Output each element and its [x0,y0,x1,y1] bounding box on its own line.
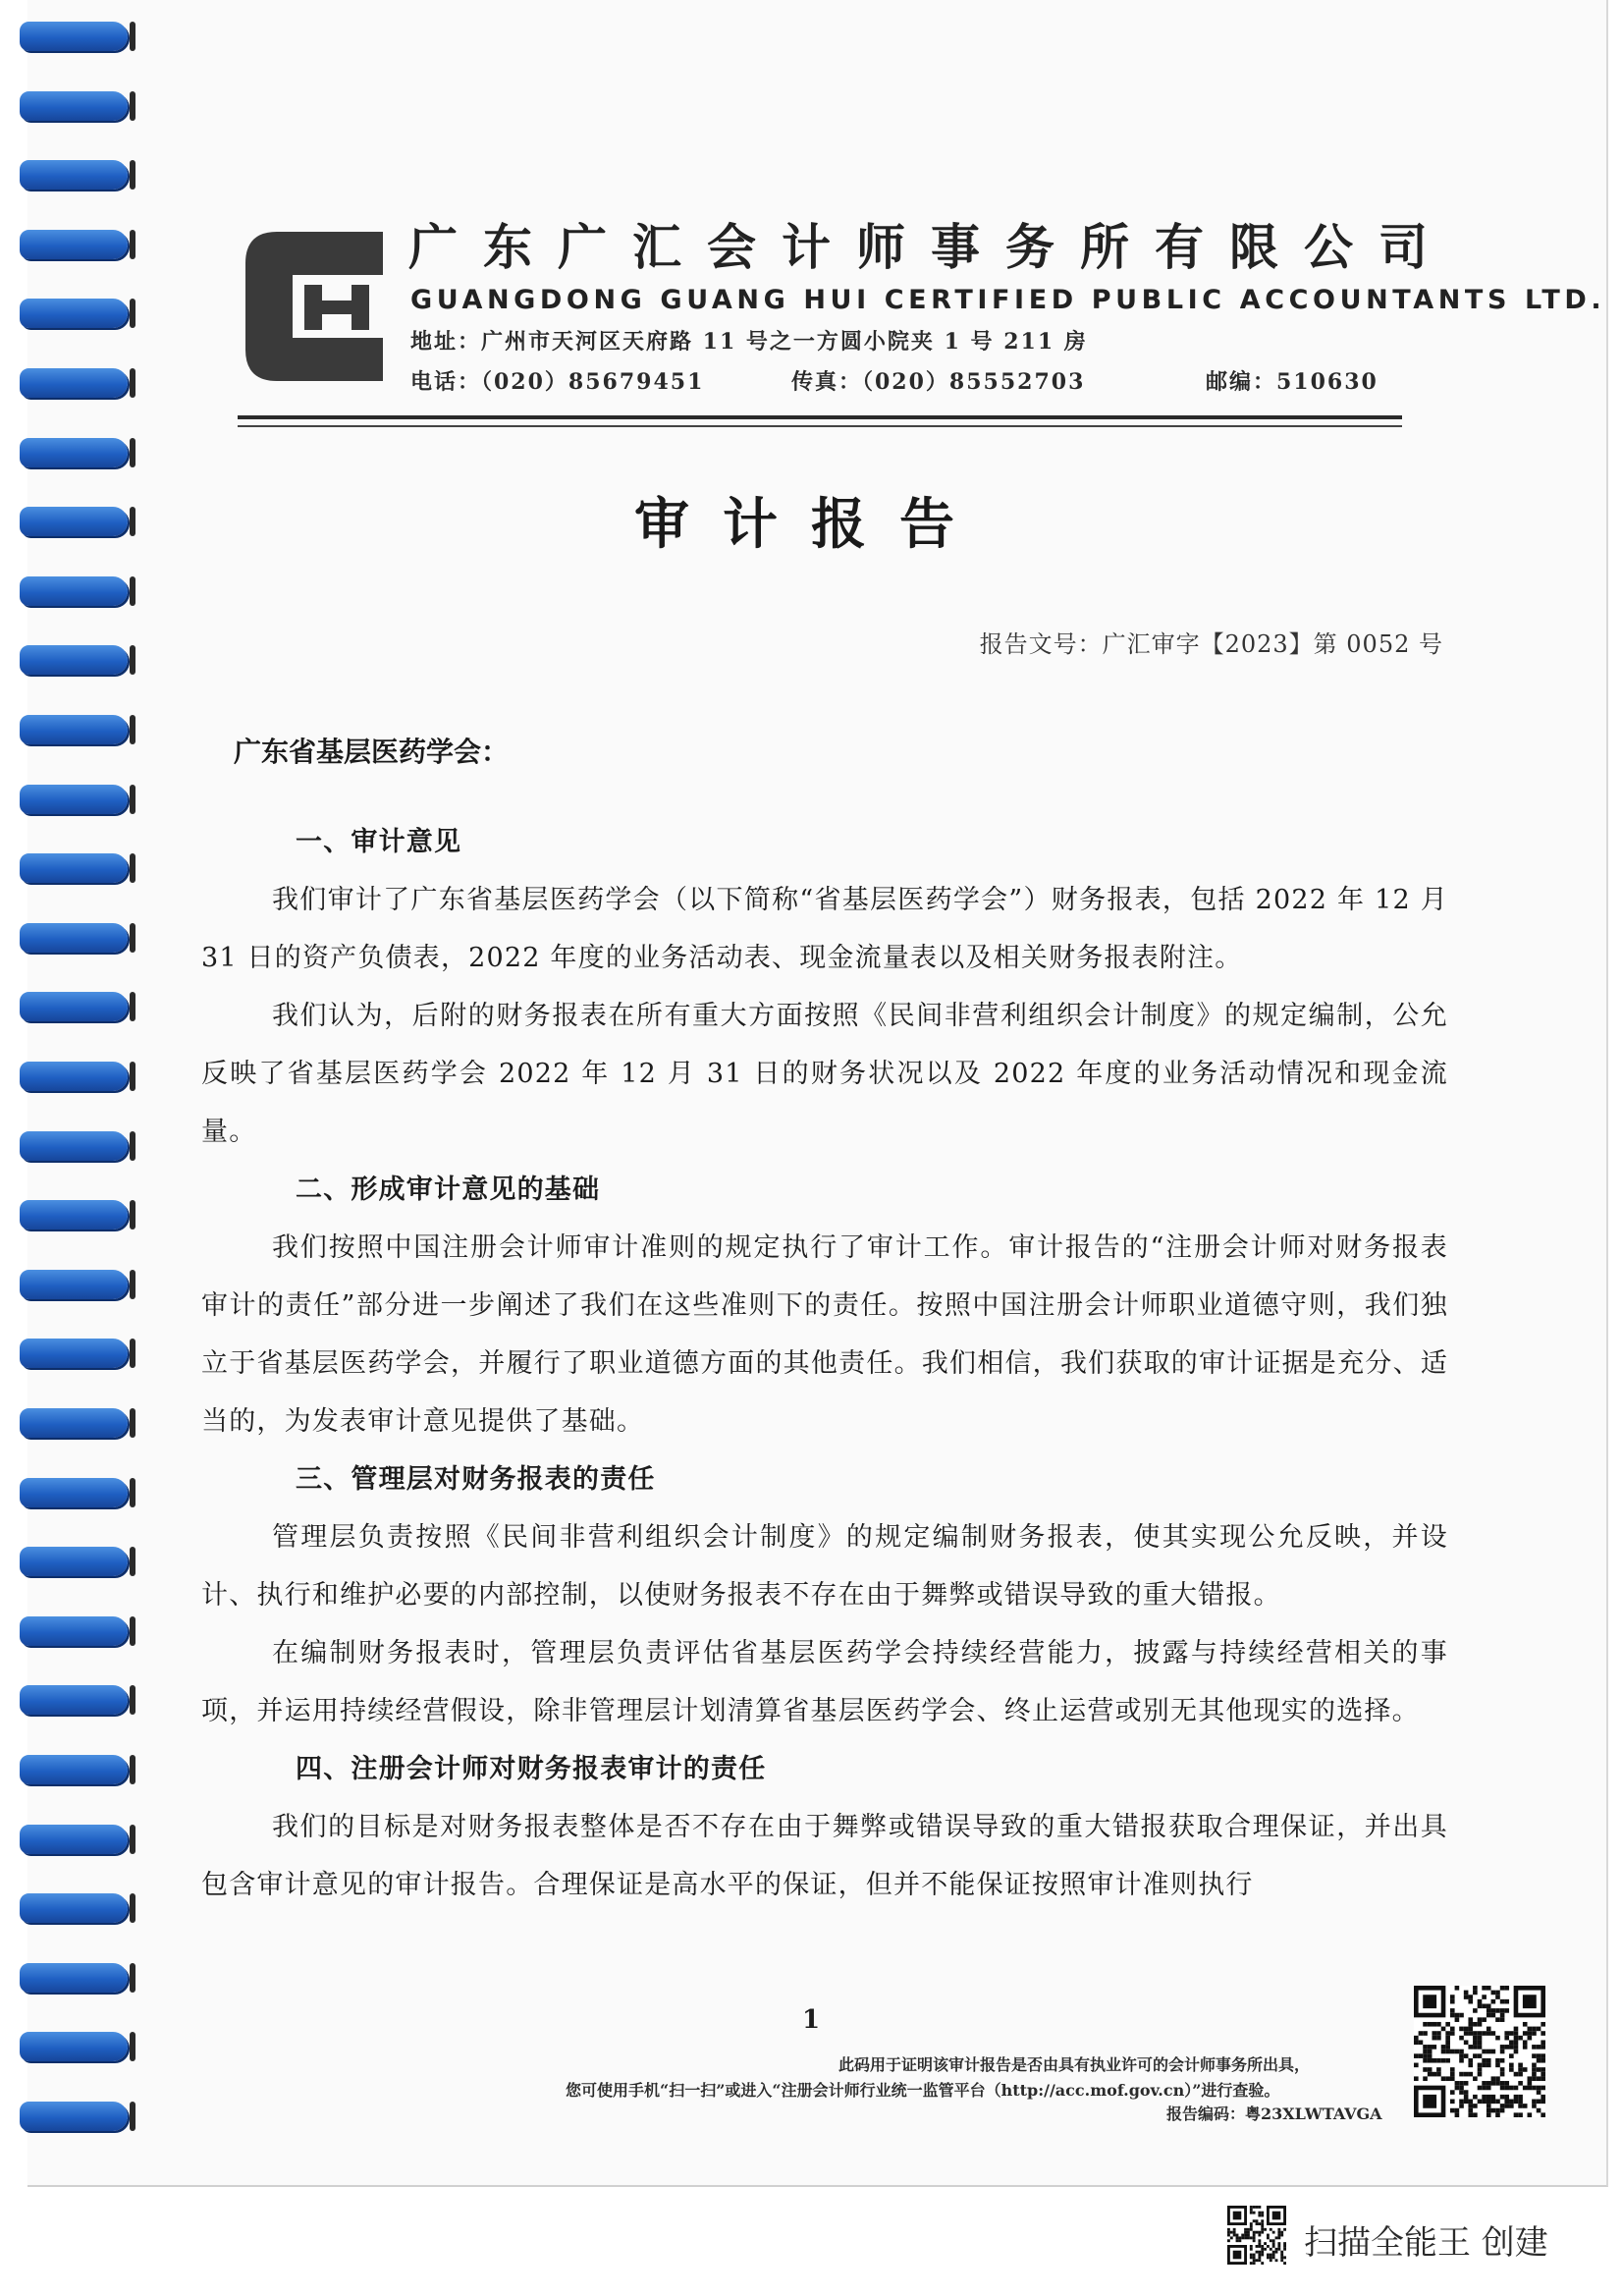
company-name-english: GUANGDONG GUANG HUI CERTIFIED PUBLIC ACCOUNTANTS LTD. [410,285,1606,315]
section-heading-management: 三、管理层对财务报表的责任 [296,1464,656,1495]
verification-note: 此码用于证明该审计报告是否由具有执业许可的会计师事务所出具， [838,2055,1311,2074]
binding-ring [20,992,128,1021]
binding-hole [130,1893,135,1923]
company-name-chinese: 广东广汇会计师事务所有限公司 [408,219,1453,276]
binding-hole [130,1755,135,1784]
binding-hole [130,1339,135,1368]
binding-hole [130,1131,135,1161]
binding-ring [20,1616,128,1646]
binding-hole [130,923,135,953]
binding-ring [20,299,128,328]
binding-hole [130,1062,135,1091]
binding-hole [130,368,135,398]
binding-hole [130,853,135,883]
company-logo [236,224,389,389]
verification-qr-code[interactable] [1414,1986,1545,2117]
letterhead-divider [238,415,1402,419]
company-postcode: 邮编：510630 [1206,369,1379,395]
binding-ring [20,1339,128,1368]
binding-hole [130,1270,135,1299]
binding-ring [20,2102,128,2131]
binding-hole [130,1547,135,1576]
section-heading-opinion: 一、审计意见 [296,827,462,857]
binding-hole [130,576,135,606]
binding-ring [20,715,128,744]
binding-ring [20,2032,128,2061]
company-telephone: 电话：（020）85679451 [410,369,705,395]
binding-hole [130,1478,135,1507]
binding-hole [130,992,135,1021]
paragraph: 管理层负责按照《民间非营利组织会计制度》的规定编制财务报表，使其实现公允反映，并设计、执行和维护必要的内部控制，以使财务报表不存在由于舞弊或错误导致的重大错报。 [201,1522,1448,1611]
binding-hole [130,438,135,467]
binding-ring [20,1963,128,1993]
binding-ring [20,645,128,675]
paragraph: 在编制财务报表时，管理层负责评估省基层医药学会持续经营能力，披露与持续经营相关的事项，并运用持续经营假设，除非管理层计划清算省基层医药学会、终止运营或别无其他现实的选择。 [201,1638,1448,1726]
binding-hole [130,715,135,744]
scanner-watermark-text: 扫描全能王 创建 [1304,2223,1548,2263]
paragraph: 我们审计了广东省基层医药学会（以下简称“省基层医药学会”）财务报表，包括 2022 年 12 月 31 日的资产负债表，2022 年度的业务活动表、现金流量表以及相关财务报表附注。 [201,885,1448,973]
binding-hole [130,645,135,675]
binding-ring [20,1478,128,1507]
binding-hole [130,230,135,259]
paragraph: 我们认为，后附的财务报表在所有重大方面按照《民间非营利组织会计制度》的规定编制，公允反映了省基层医药学会 2022 年 12 月 31 日的财务状况以及 2022 年度的业务活动情况和现金流量。 [201,1001,1448,1147]
binding-ring [20,368,128,398]
binding-ring [20,438,128,467]
company-fax: 传真：（020）85552703 [791,369,1086,395]
binding-ring [20,160,128,190]
letterhead-divider-thin [238,425,1402,427]
binding-ring [20,1270,128,1299]
binding-hole [130,22,135,51]
scanner-qr-icon [1227,2206,1286,2265]
paragraph: 我们的目标是对财务报表整体是否不存在由于舞弊或错误导致的重大错报获取合理保证，并出具包含审计意见的审计报告。合理保证是高水平的保证，但并不能保证按照审计准则执行 [201,1812,1448,1900]
binding-ring [20,1825,128,1854]
page-number: 1 [801,2005,821,2035]
spiral-binding [20,0,137,2185]
binding-hole [130,160,135,190]
binding-hole [130,91,135,121]
report-body [201,813,1448,1914]
binding-hole [130,785,135,814]
paragraph: 我们按照中国注册会计师审计准则的规定执行了审计工作。审计报告的“注册会计师对财务报表审计的责任”部分进一步阐述了我们在这些准则下的责任。按照中国注册会计师职业道德守则，我们独立于省基层医药学会，并履行了职业道德方面的其他责任。我们相信，我们获取的审计证据是充分、适当的，为发表审计意见提供了基础。 [201,1232,1448,1437]
binding-ring [20,1547,128,1576]
binding-hole [130,2032,135,2061]
company-address: 地址：广州市天河区天府路 11 号之一方圆小院夹 1 号 211 房 [410,329,1088,355]
binding-hole [130,2102,135,2131]
verification-instruction: 您可使用手机“扫一扫”或进入“注册会计师行业统一监管平台（http://acc.mof.gov.cn）”进行查验。 [566,2081,1280,2100]
binding-hole [130,1963,135,1993]
binding-ring [20,923,128,953]
binding-hole [130,299,135,328]
binding-ring [20,22,128,51]
binding-ring [20,576,128,606]
binding-hole [130,1825,135,1854]
binding-ring [20,853,128,883]
section-heading-basis: 二、形成审计意见的基础 [296,1175,601,1205]
section-heading-auditor: 四、注册会计师对财务报表审计的责任 [296,1754,767,1784]
report-title: 审计报告 [634,493,988,557]
addressee: 广东省基层医药学会： [234,736,510,768]
binding-ring [20,1131,128,1161]
binding-ring [20,91,128,121]
binding-ring [20,785,128,814]
verification-code: 报告编码：粤23XLWTAVGA [1166,2105,1382,2123]
binding-hole [130,1616,135,1646]
binding-ring [20,1893,128,1923]
binding-ring [20,1408,128,1438]
binding-hole [130,1408,135,1438]
binding-ring [20,1685,128,1715]
report-number: 报告文号：广汇审字【2023】第 0052 号 [979,630,1443,658]
binding-ring [20,1062,128,1091]
binding-ring [20,1755,128,1784]
binding-hole [130,1200,135,1230]
binding-ring [20,230,128,259]
binding-ring [20,1200,128,1230]
binding-hole [130,1685,135,1715]
